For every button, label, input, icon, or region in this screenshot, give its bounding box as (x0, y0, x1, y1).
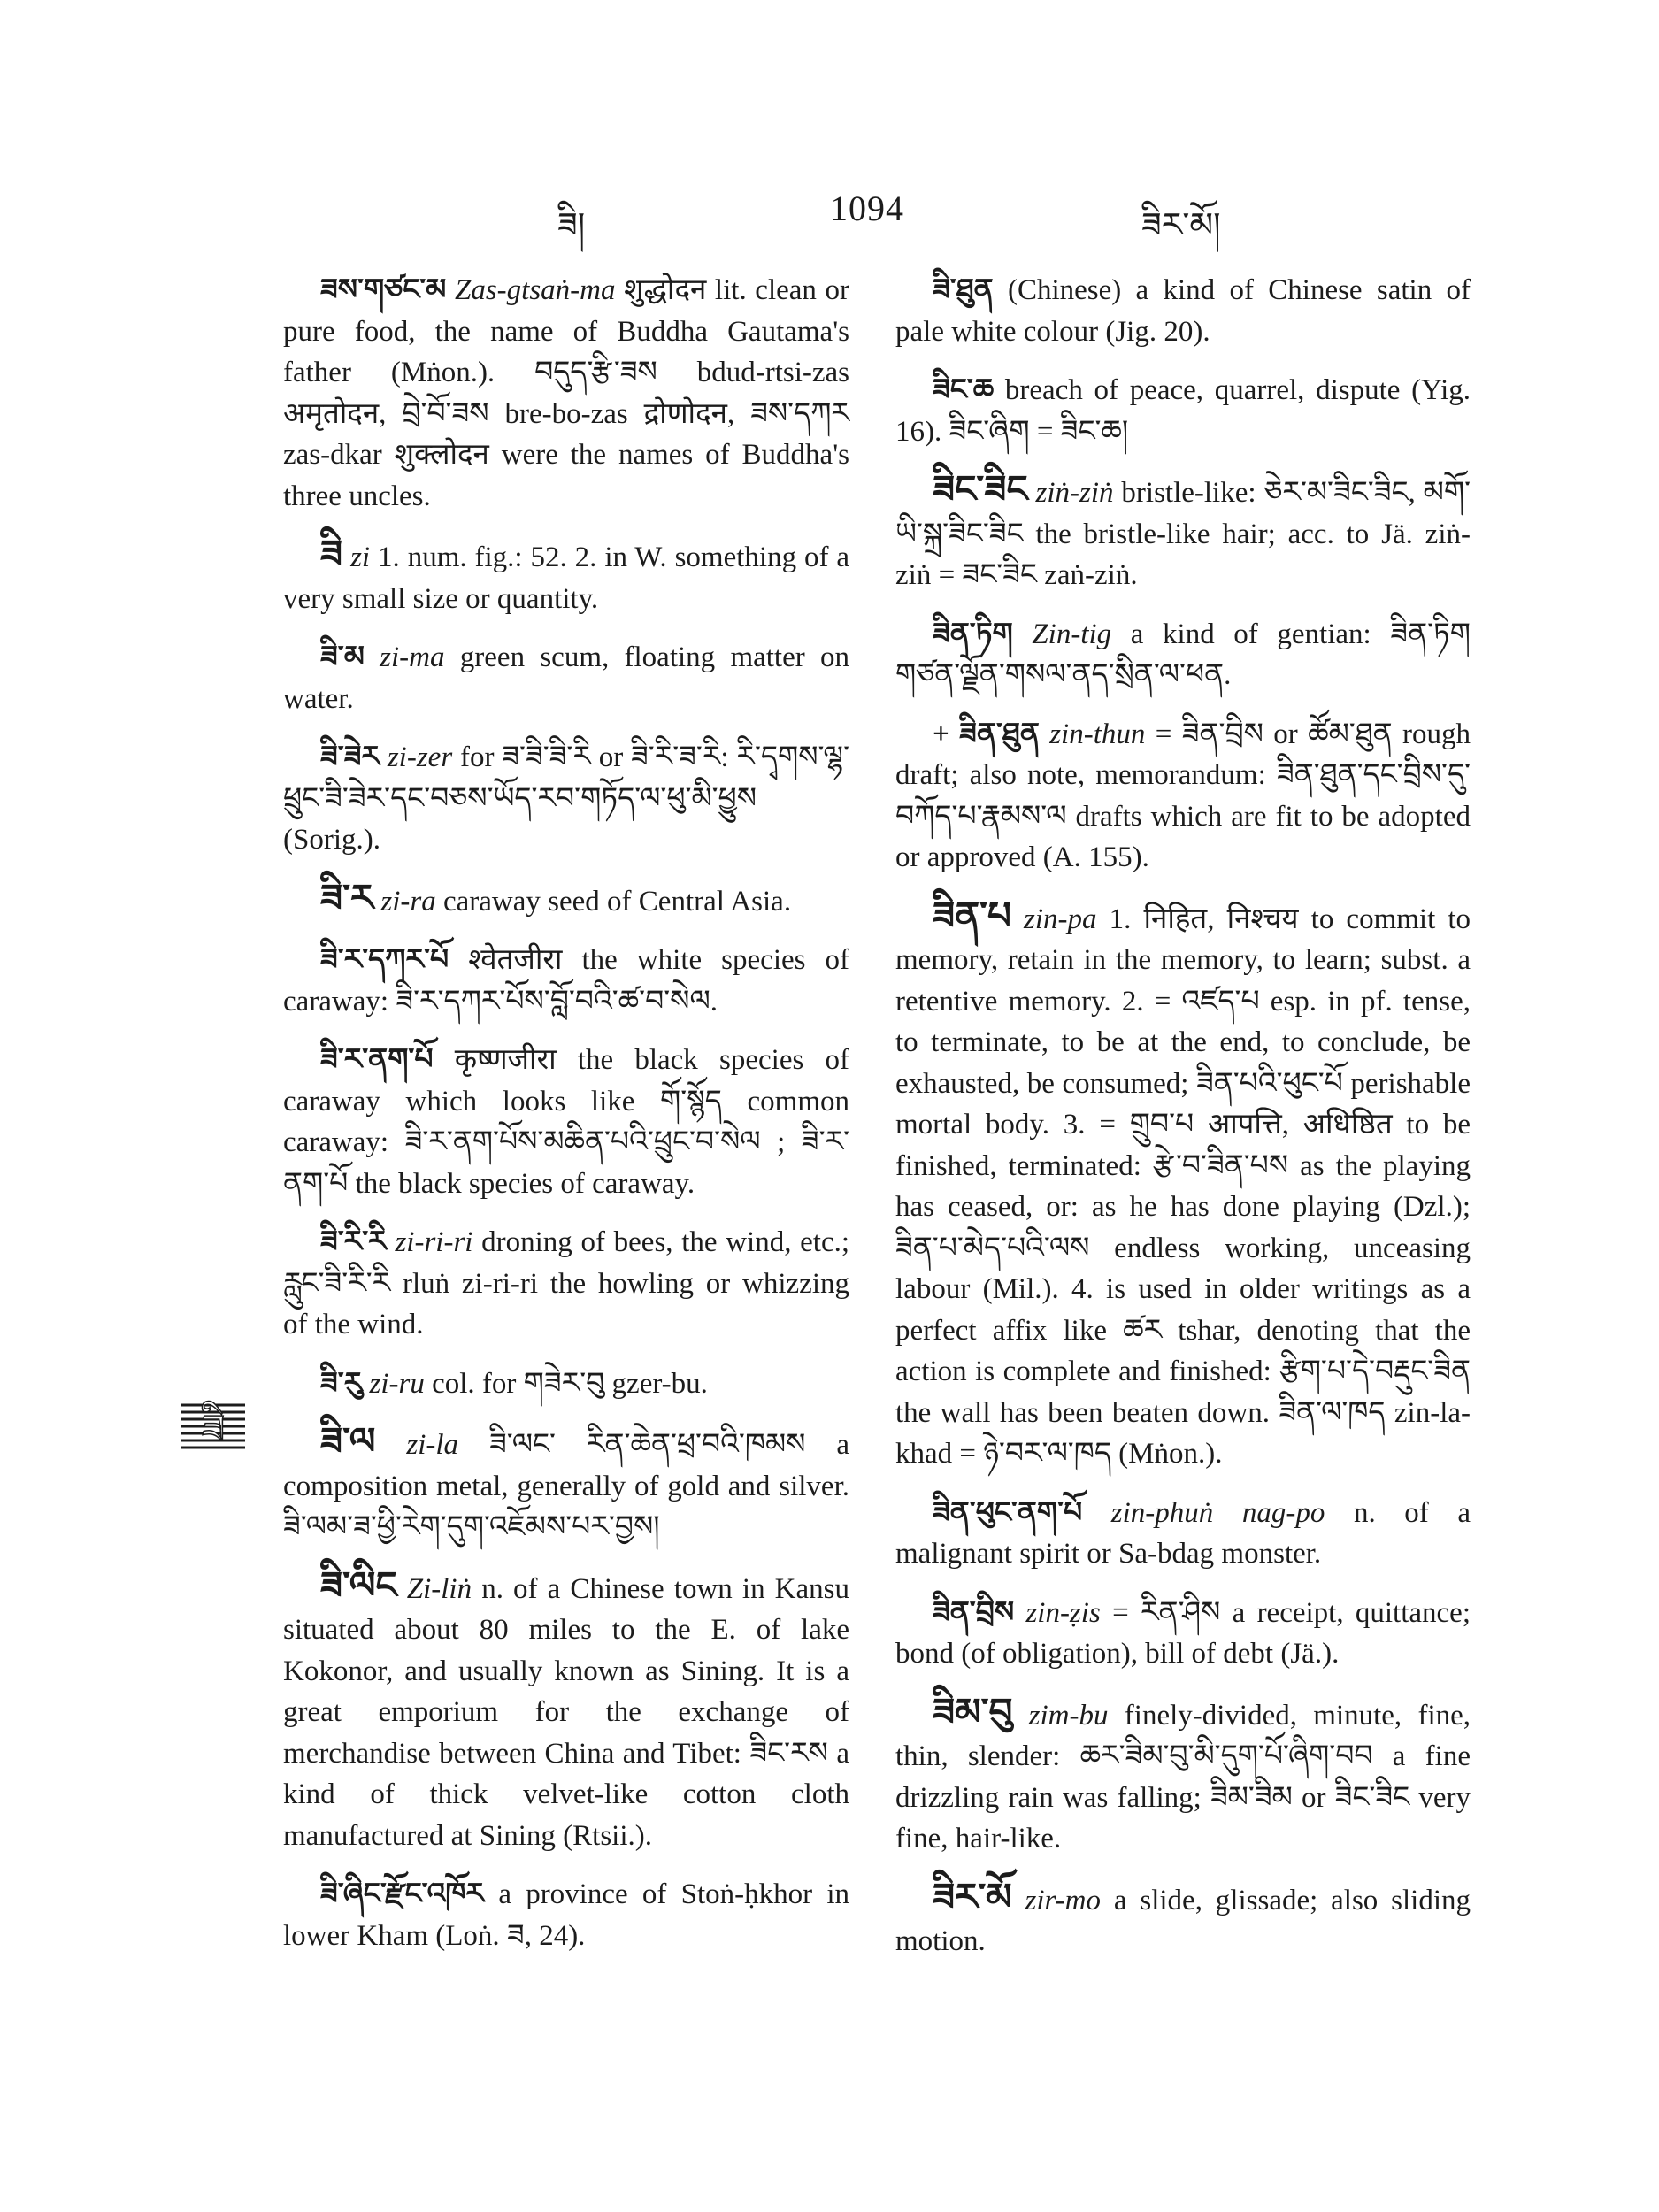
entry-headword: ཟིར་མོ (933, 1877, 1012, 1918)
dictionary-entry (895, 370, 1471, 452)
entry-transliteration: zim-bu (1028, 1699, 1109, 1732)
entry-headword: ཟིན་ཕུང་ནག་པོ (933, 1496, 1083, 1529)
entry-definition: droning of bees, the wind, etc.; རླུང་ཟི་རི་རི rluṅ zi-ri-ri the howling or whizzing of the wind. (283, 1226, 850, 1340)
entry-definition: ཟི་ལང་ རིན་ཆེན་ཕྲ་བའི་ཁམས a composition metal, generally of gold and silver. ཟི་ལམ་ཟ་ཕྱི་རེག་དུག་འཇོམས་པར་བྱས། (283, 1429, 850, 1543)
dictionary-entry (895, 1493, 1471, 1575)
entry-definition: कृष्णजीरा the black species of caraway which looks like གོ་སྙོད common caraway: ཟི་ར་ནག་པོས་མཆིན་པའི་ཕྲུང་བ་སེལ ; ཟི་ར་ནག་པོ the black species of caraway. (283, 1044, 849, 1200)
entry-headword: ཟིང་ཟིང (933, 470, 1028, 511)
header-left-guide-word: ཟི། (557, 207, 586, 244)
entry-definition: 1. num. fig.: 52. 2. in W. something of a very small size or quantity. (283, 541, 850, 615)
entry-transliteration: zi-zer (387, 741, 453, 773)
entry-headword: ཟས་གཙང་མ (320, 274, 447, 306)
dictionary-entry (895, 470, 1471, 596)
dictionary-entry (895, 1878, 1471, 1962)
dictionary-entry (895, 1693, 1471, 1860)
entry-headword: ཟི་རི་རི (320, 1226, 387, 1258)
entry-transliteration: Zi-liṅ (406, 1572, 472, 1605)
entry-headword: ཟི་ར་ནག་པོ (320, 1044, 434, 1076)
entry-transliteration: zi-ma (380, 641, 445, 673)
entry-transliteration: zir-mo (1025, 1884, 1102, 1916)
entry-transliteration: zi (350, 541, 371, 573)
dictionary-entry (283, 1874, 849, 1956)
entry-headword: ཟིམ་བུ (933, 1692, 1013, 1733)
dictionary-entry (283, 534, 849, 619)
entry-transliteration: zi-ri-ri (395, 1226, 473, 1258)
entry-transliteration: zi-la (406, 1429, 459, 1461)
entry-transliteration: zin-thun (1049, 718, 1146, 750)
dictionary-entry (283, 1363, 849, 1405)
entry-definition: caraway seed of Central Asia. (443, 885, 792, 918)
entry-definition: (Chinese) a kind of Chinese satin of pale white colour (Jig. 20). (895, 274, 1471, 348)
dictionary-entry (895, 1593, 1471, 1675)
entry-definition: a province of Stoṅ-ḥkhor in lower Kham (Loṅ. ཟ, 24). (283, 1878, 849, 1952)
dictionary-entry (283, 1222, 849, 1346)
entry-headword: ཟི་ཟེར (320, 741, 380, 773)
entry-headword: ཟིན་པ (933, 895, 1011, 937)
entry-definition: n. of a malignant spirit or Sa-bdag monster. (895, 1496, 1471, 1570)
running-header (0, 188, 1659, 244)
dictionary-entry (895, 270, 1471, 352)
entry-definition: a kind of gentian: ཟིན་ཏིག གཙན་ལྗོན་གསལ་ནད་སྲིན་ལ་ཕན. (895, 618, 1471, 691)
dictionary-entry (283, 879, 849, 923)
entry-transliteration: zin-ẓis (1025, 1596, 1101, 1629)
entry-headword: ཟིན་བྲིས (933, 1596, 1015, 1629)
entry-headword: ཟི་མ (320, 641, 365, 673)
entry-headword: ཟི་ཐུན (933, 274, 994, 306)
entry-transliteration: Zin-tig (1032, 618, 1112, 650)
entry-definition: n. of a Chinese town in Kansu situated about 80 miles to the E. of lake Kokonor, and usually known as Sining. It is a great emporium for the exchange of merchandise between China and Tibet: ཟིང་རས a kind of thick velvet-like cotton cloth manufactured at Sining (Rtsii.). (283, 1572, 849, 1852)
entry-headword: ཟི་རུ (320, 1367, 363, 1400)
entry-headword: ཟི་ར (320, 878, 374, 919)
dictionary-entry (283, 737, 849, 861)
dictionary-entry (895, 614, 1471, 696)
entry-definition: green scum, floating matter on water. (283, 641, 850, 715)
entry-transliteration: zi-ra (380, 885, 436, 918)
entry-definition: श्वेतजीरा the white species of caraway: ཟི་ར་དཀར་པོས་བློ་བའི་ཚ་བ་སེལ. (283, 944, 849, 1018)
entry-headword: ཟིང་ཆ (933, 374, 995, 406)
entry-transliteration: Zas-gtsaṅ-ma (454, 274, 616, 306)
entry-headword: ཟི་ལ (320, 1422, 376, 1463)
entry-transliteration: zi-ru (369, 1367, 425, 1400)
entry-headword: ཟིན་ཏིག (933, 618, 1013, 650)
dictionary-entry (895, 714, 1471, 879)
entry-transliteration: zin-phuṅ nag-po (1110, 1496, 1325, 1529)
entry-transliteration: zin-pa (1024, 902, 1097, 935)
left-column (283, 270, 849, 1974)
entry-headword: ཟི་ར་དཀར་པོ (320, 944, 449, 976)
entry-definition: finely-divided, minute, fine, thin, slender: ཆར་ཟིམ་བུ་མི་དུག་པོ་ཞིག་བབ a fine drizzling rain was falling; ཟིམ་ཟིམ or ཟིང་ཟིང very fine, hair-like. (895, 1699, 1471, 1855)
entry-definition: bristle-like: ཅེར་མ་ཟིང་ཟིང, མགོ་ཡི་སྐྲ་ཟིང་ཟིང the bristle-like hair; acc. to Jä. ziṅ-ziṅ = ཟང་ཟིང zaṅ-ziṅ. (895, 477, 1471, 591)
entry-headword: + ཟིན་ཐུན (933, 718, 1040, 750)
entry-transliteration: ziṅ-ziṅ (1035, 477, 1114, 509)
dictionary-entry (283, 1040, 849, 1204)
entry-definition: for ཟ་ཟི་ཟི་རི or ཟི་རི་ཟ་རི: རི་དྭགས་ལྷ་ཕྲུང་ཟི་ཟེར་དང་བཅས་ཡོད་རབ་གཏོད་ལ་ཕུ་མི་ཕྱུས (Sorig.). (283, 741, 849, 856)
entry-definition: 1. निहित, निश्चय to commit to memory, retain in the memory, to learn; subst. a retentive memory. 2. = འཛད་པ esp. in pf. tense, to terminate, to be at the end, to conclude, be exhausted, be consumed; ཟིན་པའི་ཕུང་པོ perishable mortal body. 3. = གྲུབ་པ आपत्ति, अधिष्ठित to be finished, terminated: རྩེ་བ་ཟིན་པས as the playing has ceased, or: as he has done playing (Dzl.); ཟིན་པ་མེད་པའི་ལས endless working, unceasing labour (Mil.). 4. is used in older writings as a perfect affix like ཚར tshar, denoting that the action is complete and finished: རྩིག་པ་དེ་བརྡུང་ཟིན the wall has been beaten down. ཟིན་ལ་ཁད zin-la-khad = ཉེ་བར་ལ་ཁད (Mṅon.). (895, 902, 1471, 1470)
thumb-index-marker (181, 1400, 245, 1455)
dictionary-entry (283, 1566, 849, 1857)
entry-headword: ཟི (320, 534, 343, 575)
entry-definition: = རིན་ཤིས a receipt, quittance; bond (of obligation), bill of debt (Jä.). (895, 1596, 1471, 1670)
dictionary-entry (283, 940, 849, 1022)
entry-definition: शुद्धोदन lit. clean or pure food, the name of Buddha Gautama's father (Mṅon.). བདུད་རྩི་ཟས bdud-rtsi-zas अमृतोदन, བྲེ་བོ་ཟས bre-bo-zas द्रोणोदन, ཟས་དཀར zas-dkar शुक्लोदन were the names of Buddha's three uncles. (283, 274, 850, 512)
thumb-index-glyph: ཟི (201, 1408, 226, 1451)
header-right-guide-word: ཟིར་མོ། (1141, 207, 1221, 244)
dictionary-entry (283, 1422, 849, 1548)
dictionary-entry (283, 270, 849, 517)
entry-definition: breach of peace, quarrel, dispute (Yig. 16). ཟིང་ཞིག = ཟིང་ཆ། (895, 374, 1471, 448)
entry-definition: a slide, glissade; also sliding motion. (895, 1884, 1471, 1957)
entry-headword: ཟི་ལིང (320, 1565, 397, 1607)
entry-definition: col. for གཟེར་བུ gzer-bu. (432, 1367, 708, 1400)
dictionary-entry (895, 896, 1471, 1475)
entry-definition: = ཟིན་བྲིས or ཚོམ་ཐུན rough draft; also note, memorandum: ཟིན་ཐུན་དང་བྲིས་དུ་བཀོད་པ་རྣམས་ལ drafts which are fit to be adopted or approved (A. 155). (895, 718, 1471, 873)
page-number: 1094 (830, 188, 904, 228)
right-column (895, 270, 1471, 1980)
dictionary-entry (283, 637, 849, 719)
entry-headword: ཟི་ཞིང་རྫོང་འཁོར (320, 1878, 485, 1910)
